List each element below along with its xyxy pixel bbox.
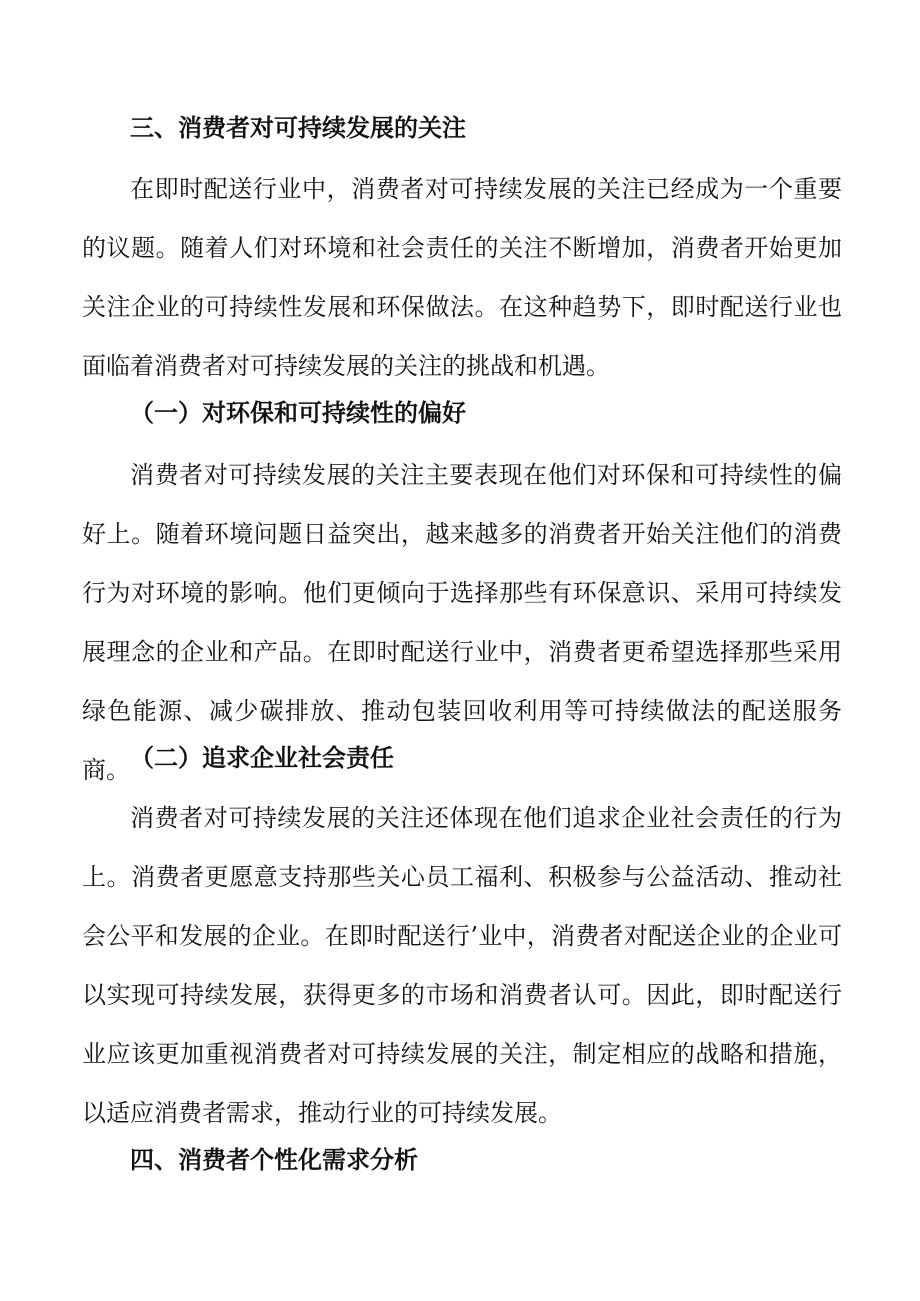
paragraph-2: 消费者对可持续发展的关注还体现在他们追求企业社会责任的行为上。消费者更愿意支持那些关心员工福利、积极参与公益活动、推动社会公平和发展的企业。在即时配送行’业中，消费者对配送企业的企业可以实现可持续发展，获得更多的市场和消费者认可。因此，即时配送行业应该更加重视消费者对可持续发展的关注，制定相应的战略和措施，以适应消费者需求，推动行业的可持续发展。 bbox=[82, 804, 842, 1127]
paragraph-1: 消费者对可持续发展的关注主要表现在他们对环保和可持续性的偏好上。随着环境问题日益突出，越来越多的消费者开始关注他们的消费行为对环境的影响。他们更倾向于选择那些有环保意识、采用可持续发展理念的企业和产品。在即时配送行业中，消费者更希望选择那些采用绿色能源、减少碳排放、推动包装回收利用等可持续做法的配送服务商。 bbox=[82, 461, 842, 784]
subheading-2: （二）追求企业社会责任 bbox=[130, 743, 394, 772]
section-heading-4: 四、消费者个性化需求分析 bbox=[130, 1145, 418, 1174]
subheading-1: （一）对环保和可持续性的偏好 bbox=[130, 398, 466, 427]
paragraph-intro: 在即时配送行业中，消费者对可持续发展的关注已经成为一个重要的议题。随着人们对环境和社会责任的关注不断增加，消费者开始更加关注企业的可持续性发展和环保做法。在这种趋势下，即时配送行业也面临着消费者对可持续发展的关注的挑战和机遇。 bbox=[82, 175, 842, 380]
section-heading-3: 三、消费者对可持续发展的关注 bbox=[130, 113, 466, 142]
